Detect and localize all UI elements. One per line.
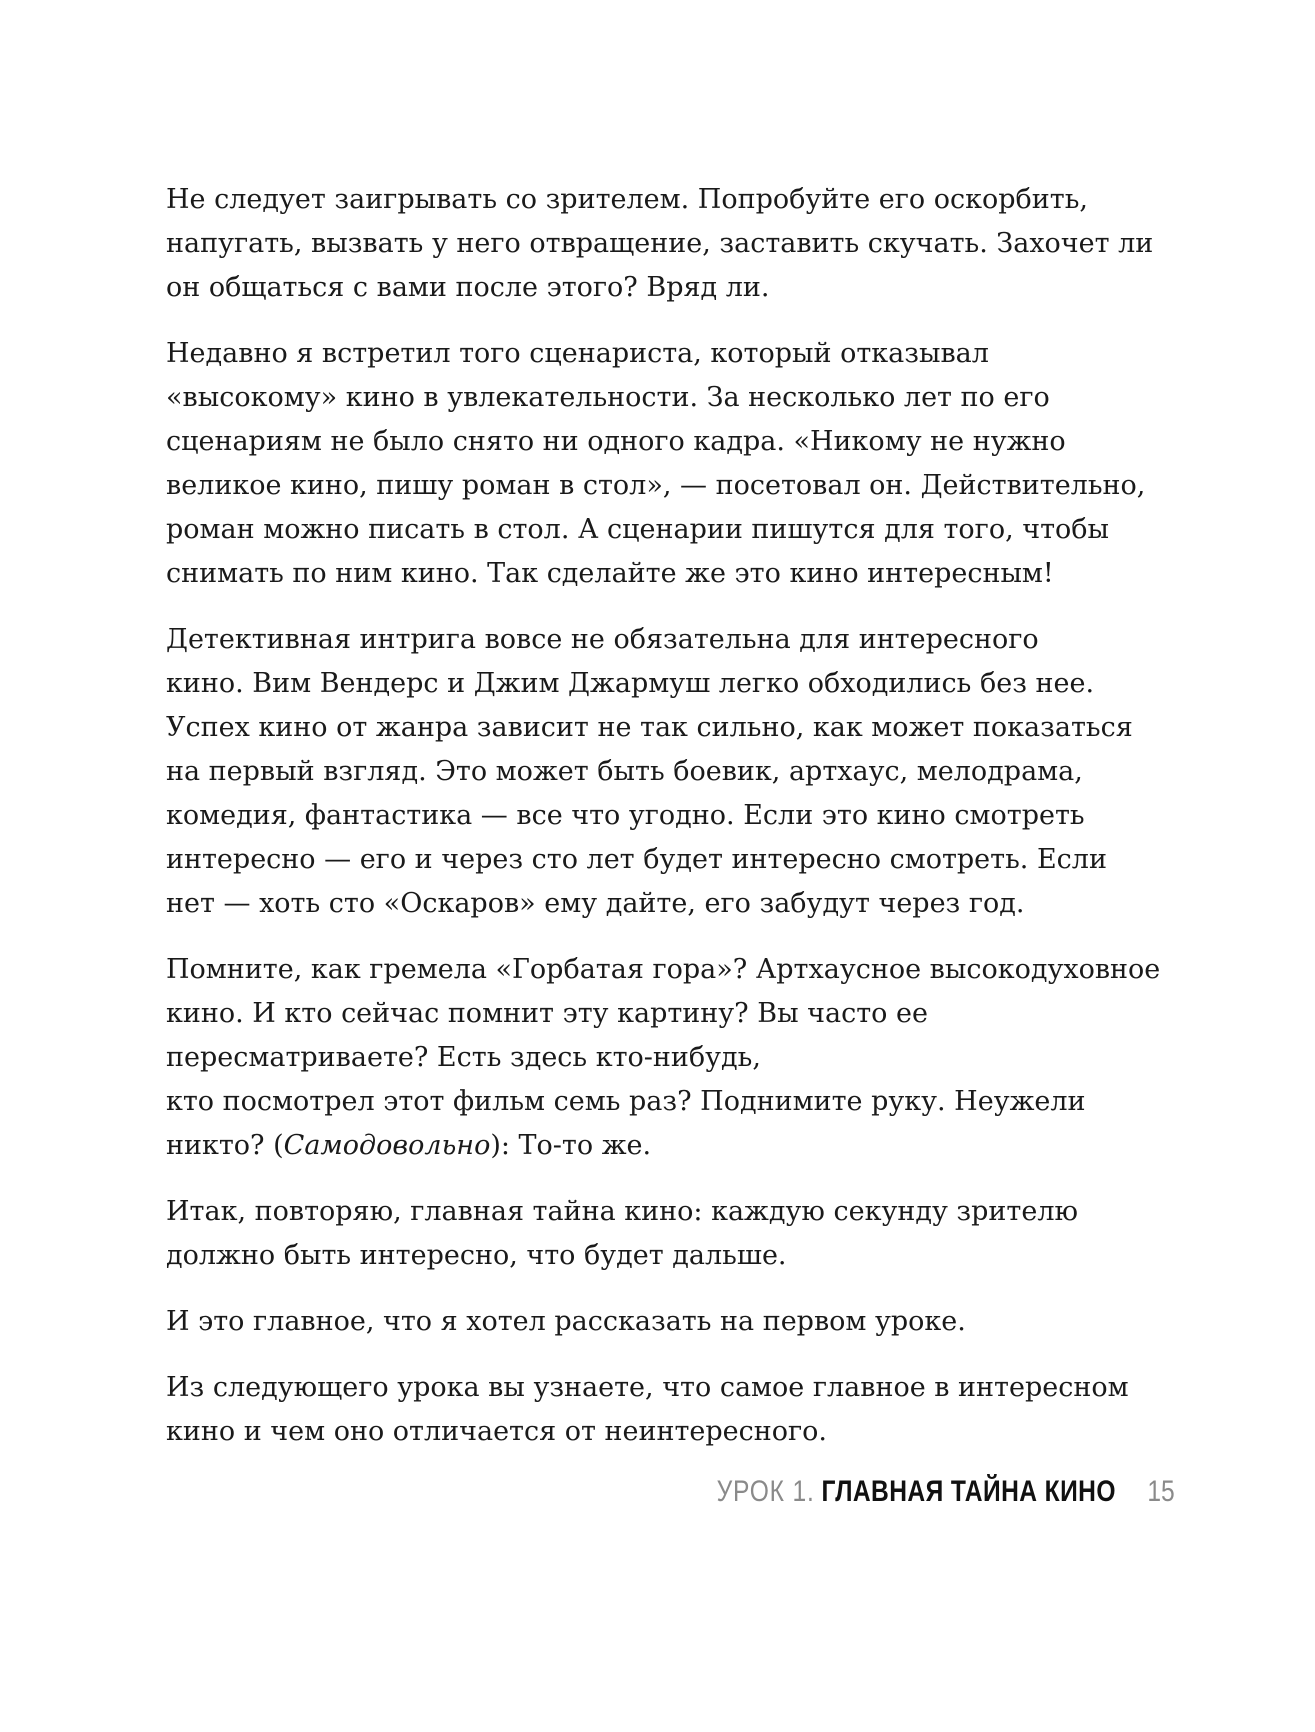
text-line: Недавно я встретил того сценариста, который отказывал (166, 338, 989, 369)
text-line: кино и чем оно отличается от неинтересного. (166, 1416, 827, 1447)
text-line: снимать по ним кино. Так сделайте же это кино интересным! (166, 558, 1054, 589)
text-line: Детективная интрига вовсе не обязательна для интересного (166, 624, 1039, 655)
text-line: на первый взгляд. Это может быть боевик, артхаус, мелодрама, (166, 756, 1083, 787)
text-line: кино. И кто сейчас помнит эту картину? Вы часто ее (166, 998, 928, 1029)
text-line: Успех кино от жанра зависит не так сильно, как может показаться (166, 712, 1133, 743)
text-line: «высокому» кино в увлекательности. За несколько лет по его (166, 382, 1050, 413)
paragraph-6 (166, 1300, 1156, 1344)
lesson-number: УРОК 1. (716, 1475, 815, 1508)
page-number: 15 (1147, 1475, 1175, 1508)
remark-prefix: никто? ( (166, 1130, 284, 1161)
text-line: пересматриваете? Есть здесь кто-нибудь, (166, 1042, 761, 1073)
text-line: И это главное, что я хотел рассказать на первом уроке. (166, 1306, 966, 1337)
paragraph-1 (166, 178, 1156, 310)
text-line: должно быть интересно, что будет дальше. (166, 1240, 787, 1271)
paragraph-2 (166, 332, 1156, 596)
text-line: интересно — его и через сто лет будет интересно смотреть. Если (166, 844, 1107, 875)
text-line: кино. Вим Вендерс и Джим Джармуш легко обходились без нее. (166, 668, 1095, 699)
text-line: Из следующего урока вы узнаете, что самое главное в интересном (166, 1372, 1129, 1403)
text-line: напугать, вызвать у него отвращение, заставить скучать. Захочет ли (166, 228, 1154, 259)
text-line: комедия, фантастика — все что угодно. Если это кино смотреть (166, 800, 1085, 831)
text-line: нет — хоть сто «Оскаров» ему дайте, его забудут через год. (166, 888, 1025, 919)
text-line: Помните, как гремела «Горбатая гора»? Артхаусное высокодуховное (166, 954, 1161, 985)
text-line: кто посмотрел этот фильм семь раз? Поднимите руку. Неужели (166, 1086, 1086, 1117)
paragraph-4 (166, 948, 1161, 1168)
running-footer (717, 1472, 1175, 1512)
text-line: великое кино, пишу роман в стол», — посетовал он. Действительно, (166, 470, 1146, 501)
paragraph-3 (166, 618, 1156, 926)
text-line-with-remark (166, 1124, 1156, 1168)
text-line: Итак, повторяю, главная тайна кино: каждую секунду зрителю (166, 1196, 1079, 1227)
text-line: роман можно писать в стол. А сценарии пишутся для того, чтобы (166, 514, 1110, 545)
text-line: сценариям не было снято ни одного кадра. «Никому не нужно (166, 426, 1066, 457)
remark-suffix: ): То-то же. (490, 1130, 652, 1161)
paragraph-5 (166, 1190, 1156, 1278)
text-line: Не следует заигрывать со зрителем. Попробуйте его оскорбить, (166, 184, 1088, 215)
chapter-title: ГЛАВНАЯ ТАЙНА КИНО (821, 1475, 1117, 1508)
body-text (166, 178, 1161, 1454)
text-line: он общаться с вами после этого? Вряд ли. (166, 272, 770, 303)
stage-remark: Самодовольно (283, 1130, 491, 1161)
paragraph-7 (166, 1366, 1156, 1454)
